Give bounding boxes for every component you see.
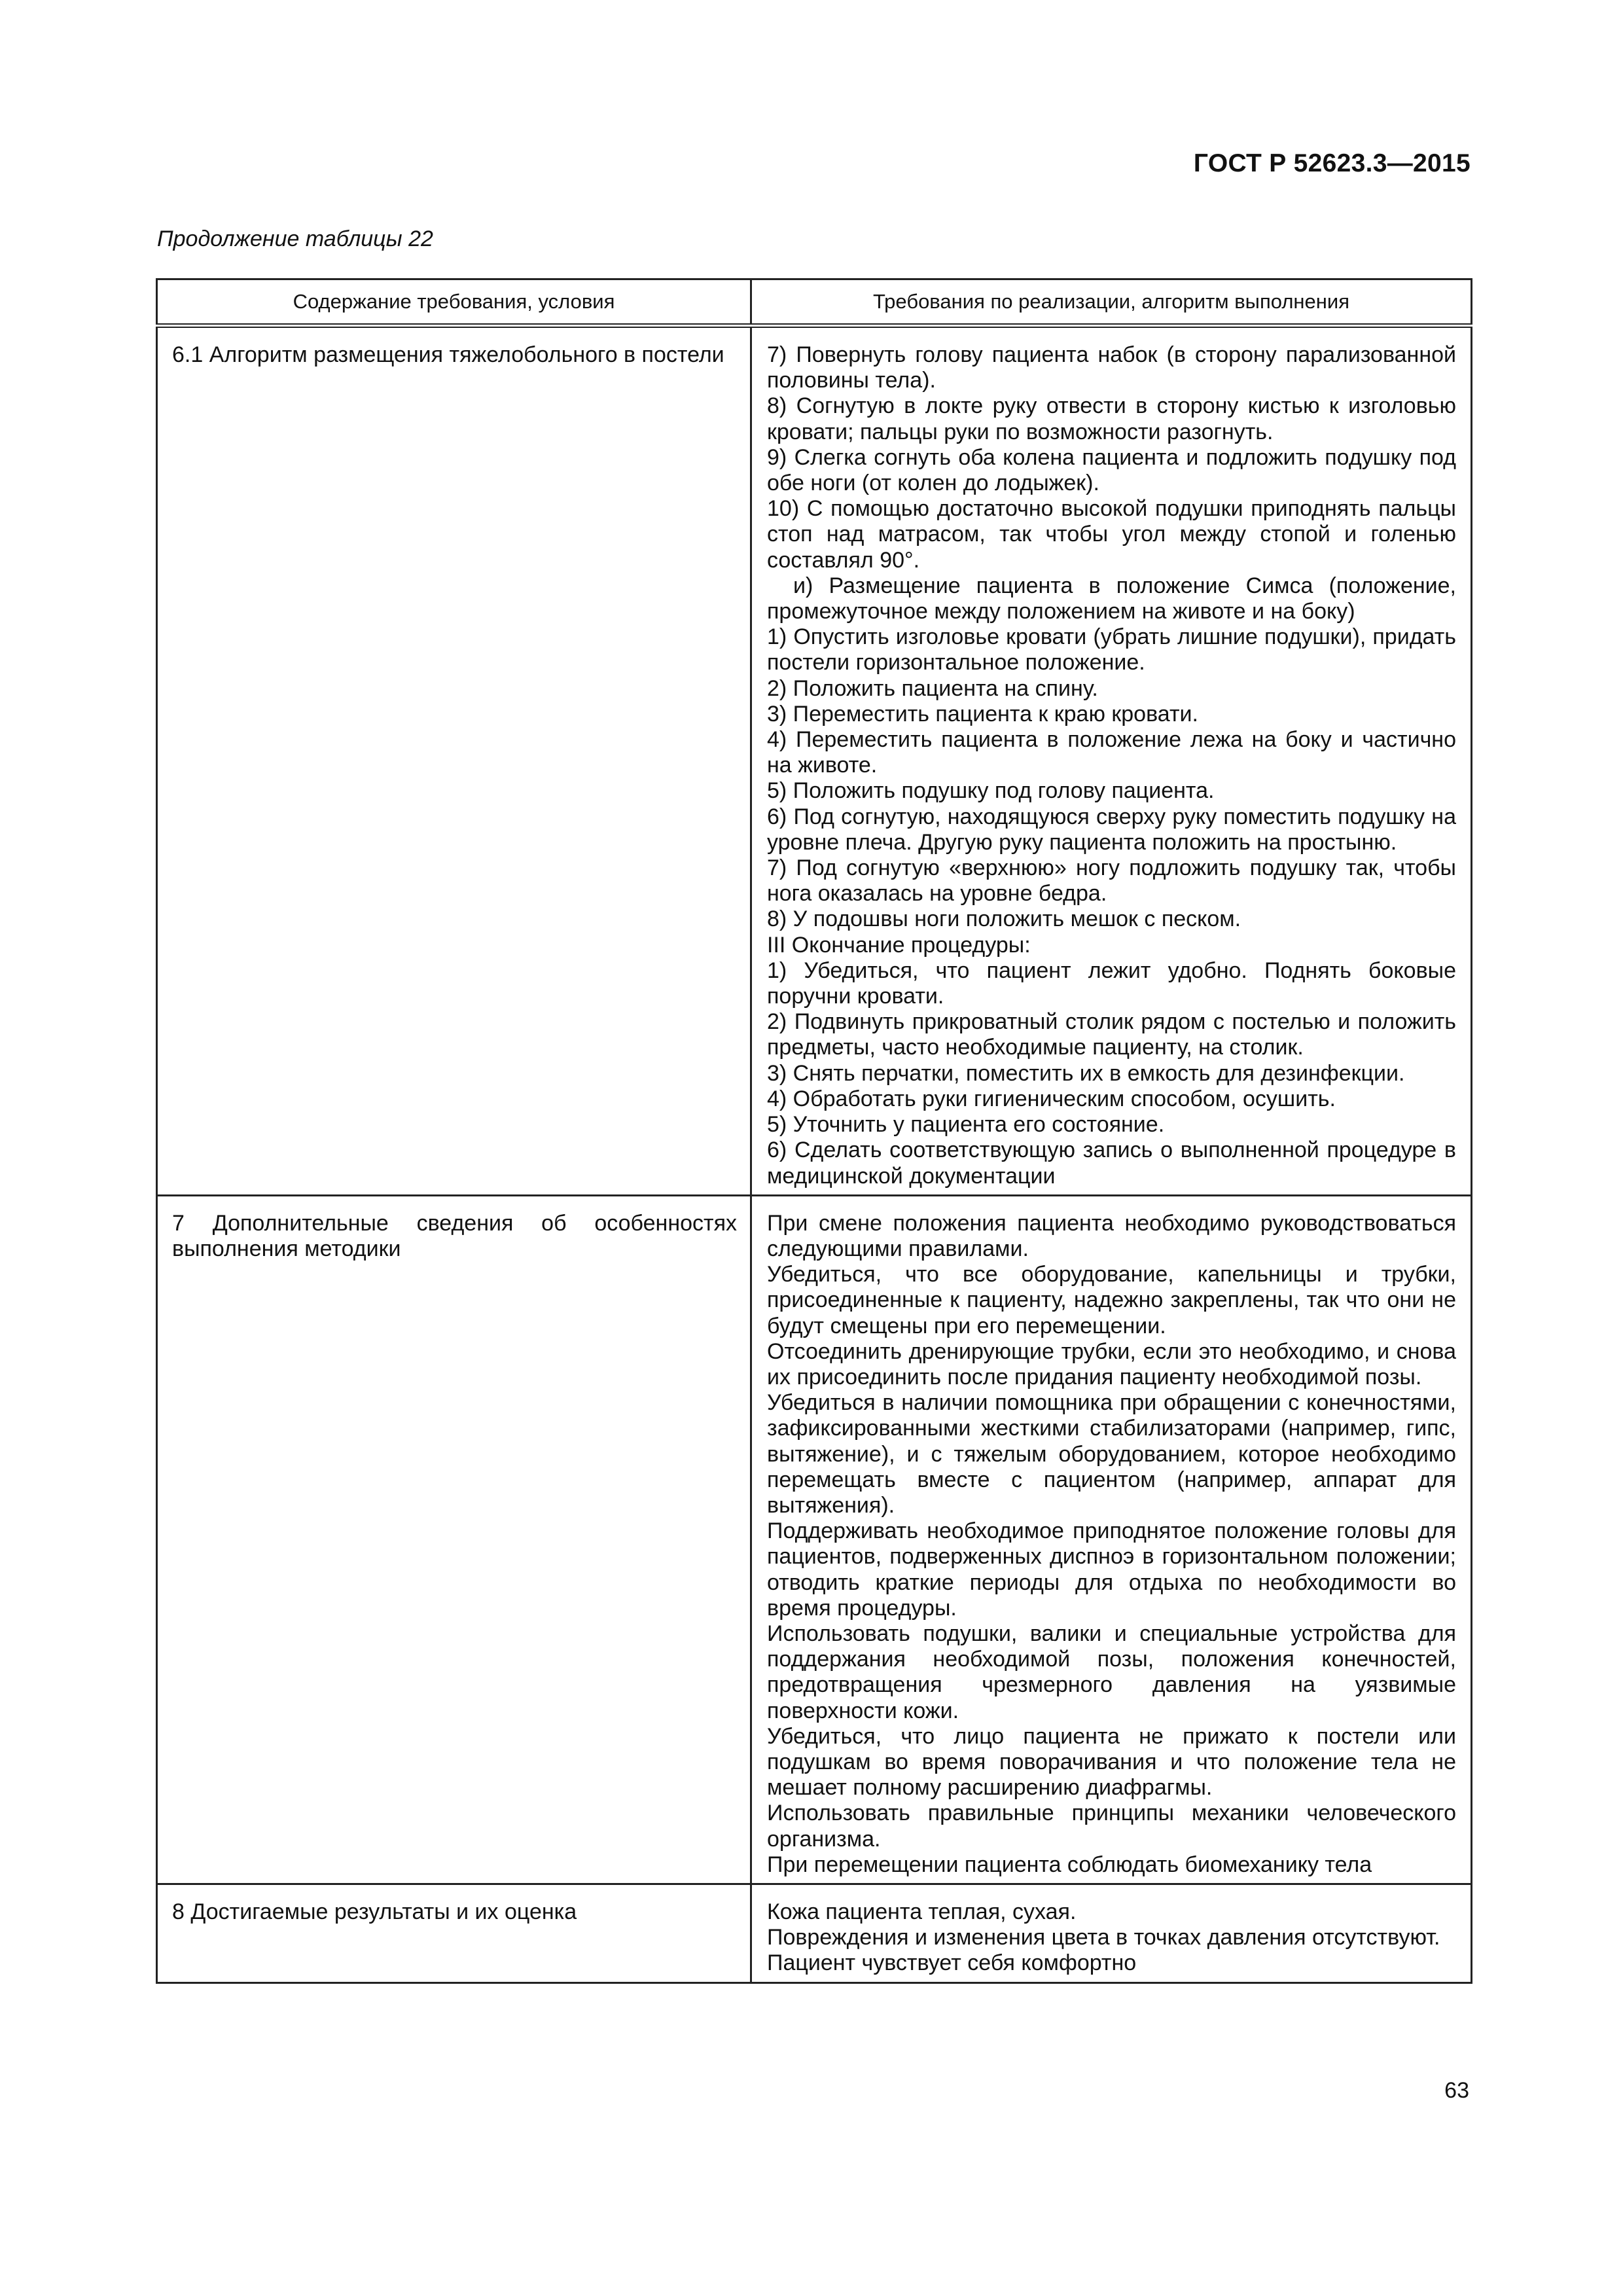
rule-text: Использовать правильные принципы механики человеческого организма. [767, 1801, 1456, 1852]
step-text: 2) Подвинуть прикроватный столик рядом с постелью и положить предметы, часто необходимые пациенту, на столик. [767, 1009, 1456, 1060]
result-text: Пациент чувствует себя комфортно [767, 1950, 1137, 1976]
rule-text: Убедиться, что лицо пациента не прижато к постели или подушкам во время поворачивания и что положение тела не мешает полному расширению диафрагмы. [767, 1723, 1456, 1801]
step-text: 6) Под согнутую, находящуюся сверху руку поместить подушку на уровне плеча. Другую руку пациента положить на простыню. [767, 804, 1456, 855]
table-row [157, 1195, 1472, 1884]
result-text: Кожа пациента теплая, сухая. [767, 1899, 1077, 1924]
row-implementation-cell [751, 1195, 1472, 1884]
table-header-row [157, 279, 1472, 326]
table-row [157, 326, 1472, 1196]
step-text: 5) Уточнить у пациента его состояние. [767, 1112, 1165, 1138]
step-text: 10) С помощью достаточно высокой подушки приподнять пальцы стоп над матрасом, так чтобы угол между стопой и голенью составлял 90°. [767, 496, 1456, 573]
step-subheading: и) Размещение пациента в положение Симса (положение, промежуточное между положением на животе и на боку) [767, 573, 1456, 624]
rule-text: Использовать подушки, валики и специальные устройства для поддержания необходимой позы, положения конечностей, предотвращения чрезмерного давления на уязвимые поверхности кожи. [767, 1621, 1456, 1723]
step-text: 3) Снять перчатки, поместить их в емкость для дезинфекции. [767, 1060, 1405, 1086]
table-row [157, 1884, 1472, 1982]
row-implementation-cell [751, 326, 1472, 1196]
step-text: 1) Опустить изголовье кровати (убрать лишние подушки), придать постели горизонтальное положение. [767, 624, 1456, 675]
step-text: 4) Переместить пациента в положение лежа на боку и частично на животе. [767, 727, 1456, 778]
rule-text: Убедиться в наличии помощника при обращении с конечностями, зафиксированными жесткими стабилизаторами (например, гипс, вытяжение), и с тяжелым оборудованием, которое необходимо перемещать вместе с пациентом (например, аппарат для вытяжения). [767, 1390, 1456, 1518]
rule-text: Убедиться, что все оборудование, капельницы и трубки, присоединенные к пациенту, надежно закреплены, так что они не будут смещены при его перемещении. [767, 1262, 1456, 1338]
step-subheading: III Окончание процедуры: [767, 932, 1031, 958]
step-text: 7) Повернуть голову пациента набок (в сторону парализованной половины тела). [767, 342, 1456, 393]
column-header-requirement: Содержание требования, условия [157, 279, 751, 326]
result-text: Повреждения и изменения цвета в точках давления отсутствуют. [767, 1925, 1440, 1950]
requirement-text: 8 Достигаемые результаты и их оценка [172, 1899, 577, 1924]
step-text: 1) Убедиться, что пациент лежит удобно. Поднять боковые поручни кровати. [767, 958, 1456, 1009]
step-text: 7) Под согнутую «верхнюю» ногу подложить подушку так, чтобы нога оказалась на уровне бедра. [767, 855, 1456, 906]
requirements-table [156, 278, 1472, 1984]
row-requirement-cell [157, 1884, 751, 1982]
step-text: 3) Переместить пациента к краю кровати. [767, 701, 1198, 726]
step-text: 4) Обработать руки гигиеническим способом, осушить. [767, 1086, 1336, 1111]
rule-text: При смене положения пациента необходимо руководствоваться следующими правилами. [767, 1210, 1456, 1261]
table-caption: Продолжение таблицы 22 [157, 226, 433, 251]
row-requirement-cell [157, 326, 751, 1196]
document-code: ГОСТ Р 52623.3—2015 [1193, 149, 1471, 177]
rule-text: При перемещении пациента соблюдать биомеханику тела [767, 1852, 1372, 1877]
step-text: 9) Слегка согнуть оба колена пациента и подложить подушку под обе ноги (от колен до лодыжек). [767, 444, 1456, 496]
step-text: 8) Согнутую в локте руку отвести в сторону кистью к изголовью кровати; пальцы руки по возможности разогнуть. [767, 393, 1456, 444]
requirement-text: 7 Дополнительные сведения об особенностях выполнения методики [172, 1210, 737, 1261]
step-text: 5) Положить подушку под голову пациента. [767, 778, 1215, 804]
rule-text: Отсоединить дренирующие трубки, если это необходимо, и снова их присоединить после придания пациенту необходимой позы. [767, 1338, 1456, 1390]
step-text: 8) У подошвы ноги положить мешок с песком. [767, 906, 1241, 932]
step-text: 2) Положить пациента на спину. [767, 675, 1098, 701]
step-text: 6) Сделать соответствующую запись о выполненной процедуре в медицинской документации [767, 1138, 1456, 1189]
column-header-implementation: Требования по реализации, алгоритм выполнения [751, 279, 1472, 326]
rule-text: Поддерживать необходимое приподнятое положение головы для пациентов, подверженных диспноэ в горизонтальном положении; отводить краткие периоды для отдыха по необходимости во время процедуры. [767, 1518, 1456, 1621]
row-implementation-cell [751, 1884, 1472, 1982]
row-requirement-cell [157, 1195, 751, 1884]
page-number: 63 [1444, 2078, 1469, 2103]
requirement-text: 6.1 Алгоритм размещения тяжелобольного в постели [172, 342, 724, 367]
